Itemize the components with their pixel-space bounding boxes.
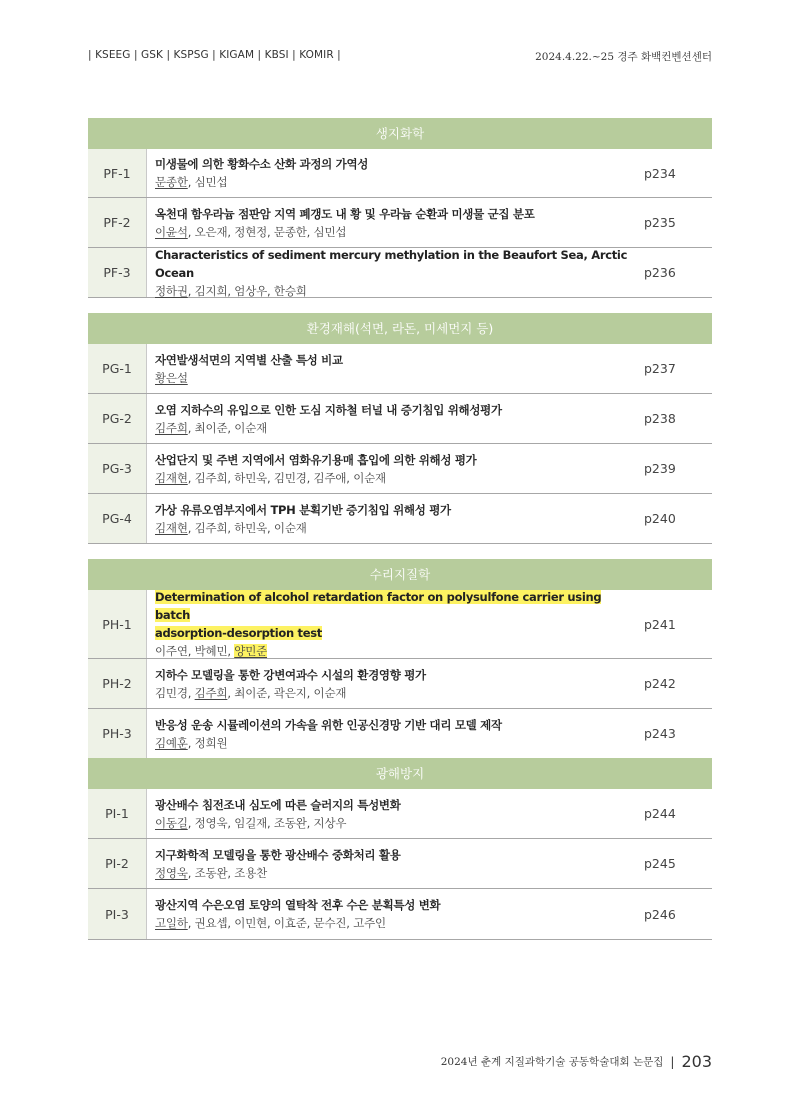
coauthors: , 김주희, 하민욱, 김민경, 김주애, 이순재 — [187, 470, 386, 485]
coauthors: , 정영욱, 임길재, 조동완, 지상우 — [187, 815, 347, 830]
coauthors: , 최이준, 곽은지, 이순재 — [227, 685, 347, 700]
footer-separator: | — [670, 1054, 675, 1069]
paper-title: 가상 유류오염부지에서 TPH 분획기반 증기침입 위해성 평가 — [155, 502, 451, 517]
table-of-contents — [88, 118, 712, 940]
page-ref: p244 — [644, 806, 676, 821]
page-ref: p234 — [644, 165, 676, 181]
paper-entry[interactable] — [88, 198, 712, 248]
paper-authors — [155, 519, 638, 537]
presenting-author: 이동길 — [155, 815, 188, 830]
paper-entry[interactable] — [88, 789, 712, 839]
section-header: 환경재해(석면, 라돈, 미세먼지 등) — [88, 313, 712, 344]
paper-entry[interactable] — [88, 709, 712, 758]
paper-authors — [155, 642, 638, 660]
paper-code: PH-2 — [88, 659, 147, 708]
page-ref: p239 — [644, 461, 676, 476]
paper-title: 미생물에 의한 황화수소 산화 과정의 가역성 — [155, 157, 369, 171]
presenting-author: 김주희 — [155, 420, 188, 435]
page-ref: p235 — [644, 215, 676, 230]
paper-authors — [155, 223, 638, 241]
paper-authors — [155, 173, 638, 191]
paper-entry[interactable] — [88, 344, 712, 394]
presenting-author: 김재현 — [155, 470, 188, 485]
highlighted-title-line: adsorption-desorption test — [155, 626, 322, 640]
paper-entry[interactable] — [88, 394, 712, 444]
presenting-author: 김주희 — [194, 685, 228, 700]
paper-entry[interactable] — [88, 590, 712, 659]
page-ref: p237 — [644, 361, 676, 376]
coauthors: , 김주희, 하민욱, 이순재 — [187, 520, 307, 535]
presenting-author: 문종한 — [155, 175, 188, 189]
paper-code: PH-1 — [88, 590, 147, 658]
presenting-author: 양민준 — [234, 644, 268, 658]
presenting-author: 김재현 — [155, 520, 188, 535]
page-ref: p236 — [644, 265, 676, 280]
paper-code: PF-2 — [88, 198, 147, 247]
paper-title: 옥천대 함우라늄 점판암 지역 폐갱도 내 황 및 우라늄 순환과 미생물 군집 분포 — [155, 206, 535, 221]
coauthors: 김민경, — [155, 685, 195, 700]
paper-title: 반응성 운송 시뮬레이션의 가속을 위한 인공신경망 기반 대리 모델 제작 — [155, 717, 502, 732]
paper-title — [155, 588, 638, 642]
paper-entry[interactable] — [88, 889, 712, 940]
paper-code: PG-1 — [88, 344, 147, 393]
page-ref: p246 — [644, 906, 676, 922]
paper-title: 광산지역 수은오염 토양의 열탁착 전후 수은 분획특성 변화 — [155, 898, 441, 912]
paper-authors — [155, 684, 638, 702]
paper-authors — [155, 914, 638, 932]
paper-code: PI-3 — [88, 889, 147, 939]
paper-code: PG-4 — [88, 494, 147, 543]
paper-entry[interactable] — [88, 839, 712, 889]
paper-authors — [155, 419, 638, 437]
paper-code: PI-1 — [88, 789, 147, 838]
presenting-author: 정영욱 — [155, 865, 188, 880]
coauthors: , 오은재, 정현정, 문종한, 심민섭 — [187, 224, 347, 239]
highlighted-title-line: Determination of alcohol retardation factor on polysulfone carrier using batch — [155, 590, 602, 622]
journal-list: | KSEEG | GSK | KSPSG | KIGAM | KBSI | KOMIR | — [88, 49, 341, 61]
paper-title: 산업단지 및 주변 지역에서 염화유기용매 흡입에 의한 위해성 평가 — [155, 452, 477, 467]
coauthors: , 최이준, 이순재 — [187, 420, 268, 435]
paper-code: PF-1 — [88, 149, 147, 197]
paper-entry[interactable] — [88, 494, 712, 544]
paper-title: 광산배수 침전조내 심도에 따른 슬러지의 특성변화 — [155, 797, 401, 812]
coauthors: 이주연, 박혜민, — [155, 644, 235, 658]
section-header: 광해방지 — [88, 758, 712, 789]
page-ref: p240 — [644, 511, 676, 526]
presenting-author: 김예훈 — [155, 735, 188, 750]
coauthors: , 조동완, 조용찬 — [187, 865, 268, 880]
conference-date-venue: 2024.4.22.~25 경주 화백컨벤션센터 — [535, 51, 712, 63]
paper-code: PG-2 — [88, 394, 147, 443]
paper-authors — [155, 734, 638, 752]
paper-title: 오염 지하수의 유입으로 인한 도심 지하철 터널 내 증기침입 위해성평가 — [155, 402, 502, 417]
coauthors: , 김지희, 엄상우, 한승희 — [187, 283, 307, 298]
presenting-author: 이윤석 — [155, 224, 188, 239]
page-ref: p245 — [644, 856, 676, 871]
coauthors: , 권요셉, 이민현, 이효준, 문수진, 고주인 — [187, 916, 386, 930]
paper-authors — [155, 864, 638, 882]
paper-code: PF-3 — [88, 248, 147, 297]
presenting-author: 정하권 — [155, 283, 188, 298]
paper-title: 지하수 모델링을 통한 강변여과수 시설의 환경영향 평가 — [155, 667, 426, 682]
section-header: 수리지질학 — [88, 559, 712, 590]
paper-entry[interactable] — [88, 149, 712, 198]
page-ref: p243 — [644, 726, 676, 741]
page-footer — [441, 1052, 712, 1071]
paper-title: Characteristics of sediment mercury methylation in the Beaufort Sea, Arctic Ocean — [155, 247, 628, 280]
paper-title: 자연발생석면의 지역별 산출 특성 비교 — [155, 352, 343, 367]
page-ref: p238 — [644, 411, 676, 426]
page-ref: p242 — [644, 676, 676, 691]
page-number: 203 — [681, 1052, 712, 1071]
paper-code: PH-3 — [88, 709, 147, 758]
paper-title: 지구화학적 모델링을 통한 광산배수 중화처리 활용 — [155, 847, 401, 862]
presenting-author: 고일하 — [155, 916, 188, 930]
paper-authors — [155, 282, 638, 300]
paper-code: PG-3 — [88, 444, 147, 493]
paper-entry[interactable] — [88, 659, 712, 709]
section-header: 생지화학 — [88, 118, 712, 149]
coauthors: , 정희원 — [187, 735, 228, 750]
paper-entry[interactable] — [88, 248, 712, 298]
coauthors: , 심민섭 — [187, 175, 228, 189]
paper-entry[interactable] — [88, 444, 712, 494]
presenting-author: 황은설 — [155, 370, 188, 385]
proceedings-title: 2024년 춘계 지질과학기술 공동학술대회 논문집 — [440, 1056, 664, 1068]
paper-authors — [155, 469, 638, 487]
paper-code: PI-2 — [88, 839, 147, 888]
page-ref: p241 — [644, 616, 676, 632]
paper-authors — [155, 369, 638, 387]
paper-authors — [155, 814, 638, 832]
